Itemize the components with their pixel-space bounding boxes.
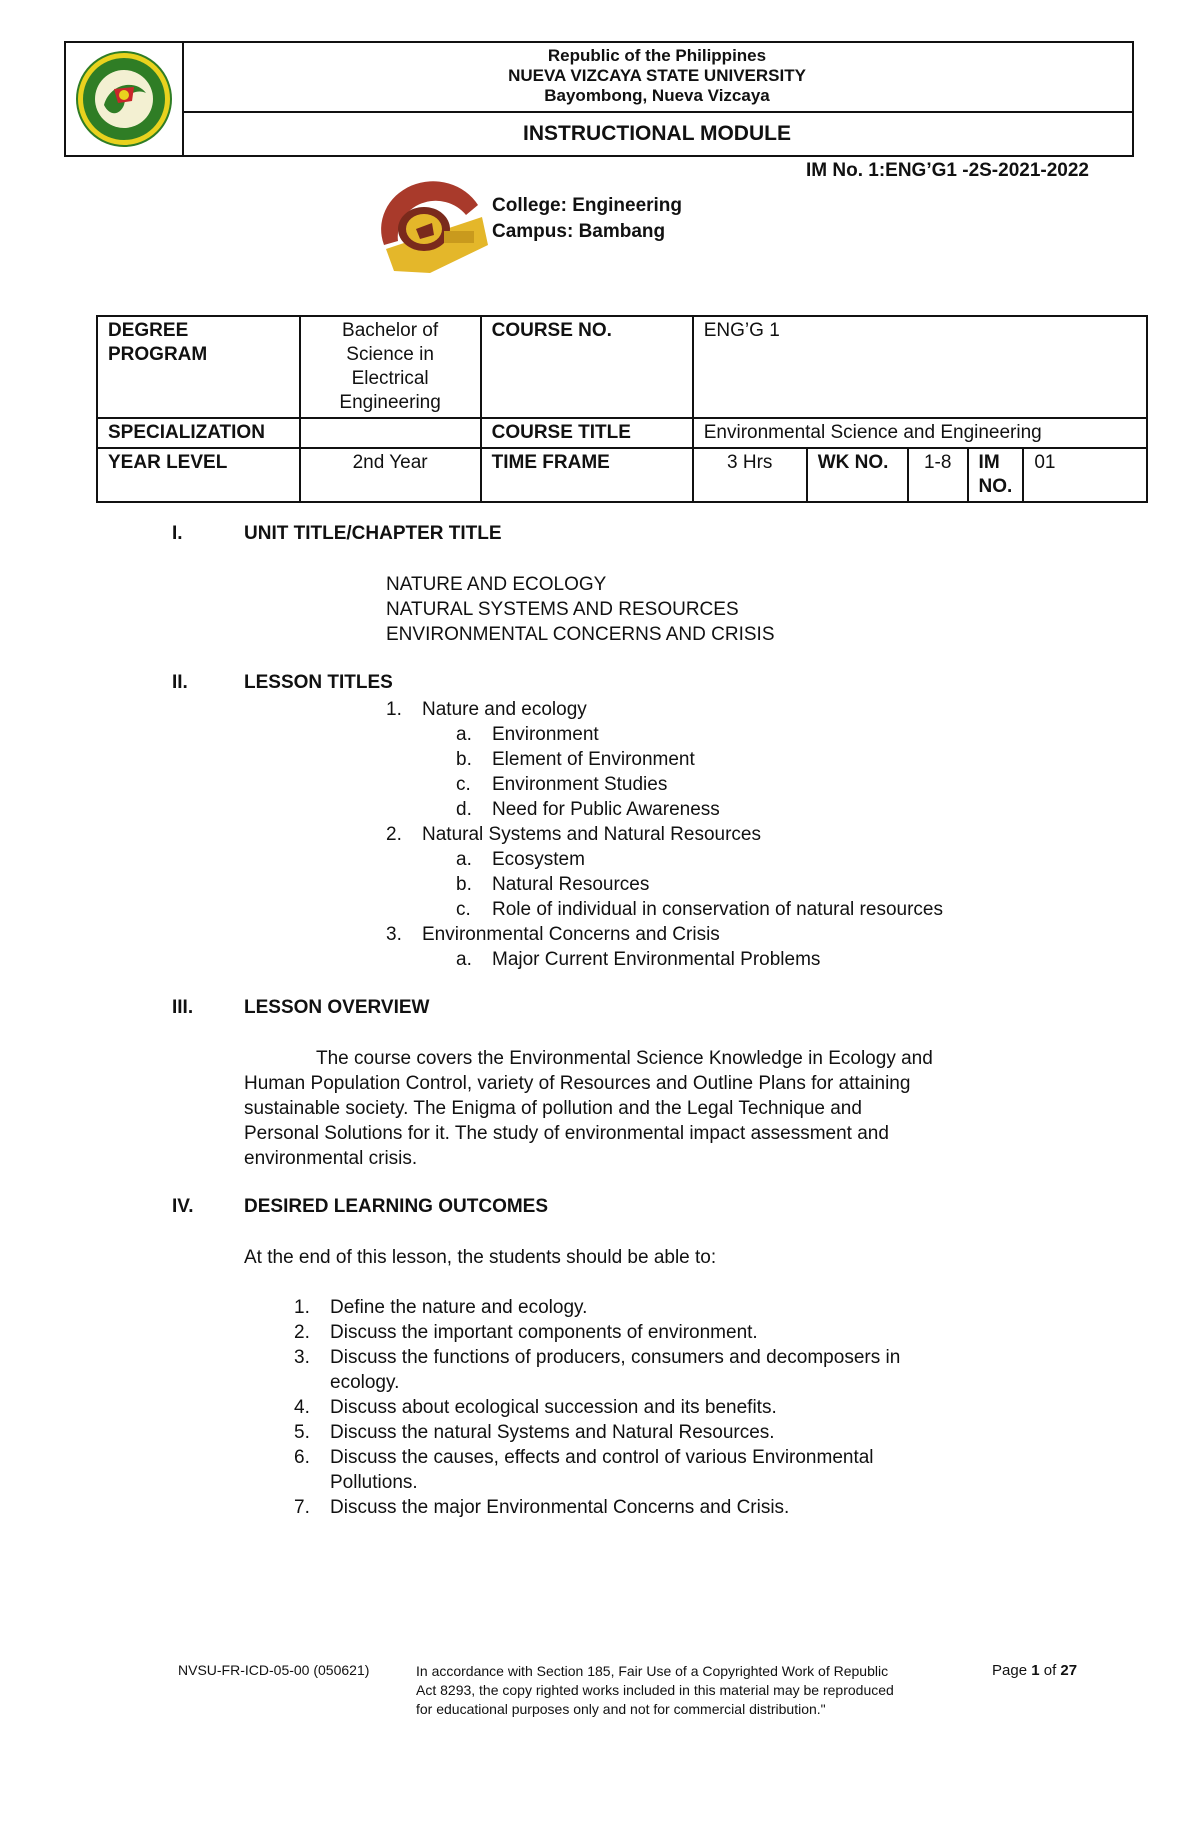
lesson-marker: a. [456,849,472,870]
outcome-text: Discuss about ecological succession and its benefits. [330,1397,777,1418]
course-no-label: COURSE NO. [481,316,693,418]
lesson-marker: 1. [386,699,402,720]
table-row [97,316,1147,418]
unit-title-line: NATURAL SYSTEMS AND RESOURCES [386,599,739,620]
degree-program-label: DEGREE PROGRAM [97,316,300,418]
outcome-marker: 3. [294,1347,310,1368]
overview-line: environmental crisis. [244,1148,418,1169]
im-no-value: 01 [1023,448,1147,502]
header-line-university: NUEVA VIZCAYA STATE UNIVERSITY [508,66,806,85]
outcome-text: Discuss the functions of producers, consumers and decomposers in [330,1347,901,1368]
overview-line: sustainable society. The Enigma of pollution and the Legal Technique and [244,1098,862,1119]
lesson-marker: c. [456,899,471,920]
lesson-title: Nature and ecology [422,699,587,720]
outcome-text: Discuss the natural Systems and Natural Resources. [330,1422,775,1443]
header-box [64,41,1134,157]
table-row [97,418,1147,448]
outcome-marker: 1. [294,1297,310,1318]
section-1-title: UNIT TITLE/CHAPTER TITLE [244,523,502,544]
page-number [992,1662,1077,1679]
page-current: 1 [1031,1662,1040,1679]
header-logo-cell [66,43,184,155]
section-3-number: III. [172,997,194,1018]
lesson-title: Environmental Concerns and Crisis [422,924,720,945]
outcome-marker: 4. [294,1397,310,1418]
outcome-marker: 6. [294,1447,310,1468]
section-2-number: II. [172,672,188,693]
degree-program-value: Bachelor of Science in Electrical Engineering [300,316,481,418]
campus-name: Campus: Bambang [492,221,666,242]
overview-line: Personal Solutions for it. The study of environmental impact assessment and [244,1123,889,1144]
form-code: NVSU-FR-ICD-05-00 (050621) [178,1662,370,1678]
lesson-marker: d. [456,799,472,820]
table-row [97,448,1147,502]
header-line-address: Bayombong, Nueva Vizcaya [544,86,770,105]
lesson-subtopic: Major Current Environmental Problems [492,949,821,970]
specialization-value [300,418,481,448]
lesson-subtopic: Environment [492,724,599,745]
copyright-note-line: In accordance with Section 185, Fair Use of a Copyrighted Work of Republic [416,1663,889,1679]
lesson-subtopic: Ecosystem [492,849,585,870]
lesson-marker: 3. [386,924,402,945]
lesson-marker: b. [456,749,472,770]
lesson-subtopic: Role of individual in conservation of natural resources [492,899,943,920]
lesson-title: Natural Systems and Natural Resources [422,824,761,845]
college-campus-block [492,193,682,245]
section-1-number: I. [172,523,183,544]
specialization-label: SPECIALIZATION [97,418,300,448]
header-line-republic: Republic of the Philippines [547,46,767,65]
section-4-title: DESIRED LEARNING OUTCOMES [244,1196,549,1217]
college-name: College: Engineering [492,195,683,216]
lesson-marker: a. [456,724,472,745]
copyright-note-line: Act 8293, the copy righted works included in this material may be reproduced [416,1682,894,1698]
outcome-text: Define the nature and ecology. [330,1297,588,1318]
overview-line: The course covers the Environmental Science Knowledge in Ecology and [316,1048,933,1069]
copyright-note [416,1662,956,1719]
time-frame-value: 3 Hrs [693,448,807,502]
outcome-marker: 7. [294,1497,310,1518]
lesson-marker: a. [456,949,472,970]
outcomes-intro: At the end of this lesson, the students should be able to: [244,1247,717,1268]
unit-title-line: NATURE AND ECOLOGY [386,574,607,595]
lesson-subtopic: Element of Environment [492,749,695,770]
course-title-label: COURSE TITLE [481,418,693,448]
im-no-label: IM NO. [968,448,1024,502]
wk-no-value: 1-8 [908,448,968,502]
outcome-text: Discuss the important components of environment. [330,1322,758,1343]
time-frame-label: TIME FRAME [481,448,693,502]
lesson-subtopic: Environment Studies [492,774,668,795]
lesson-marker: b. [456,874,472,895]
course-info-table [96,315,1148,503]
outcome-text: ecology. [330,1372,400,1393]
outcome-text: Discuss the major Environmental Concerns and Crisis. [330,1497,790,1518]
course-title-value: Environmental Science and Engineering [693,418,1147,448]
section-3-title: LESSON OVERVIEW [244,997,430,1018]
section-2-title: LESSON TITLES [244,672,393,693]
lesson-marker: c. [456,774,471,795]
im-number: IM No. 1:ENG’G1 -2S-2021-2022 [806,160,1089,181]
lesson-subtopic: Natural Resources [492,874,650,895]
course-no-value: ENG’G 1 [693,316,1147,418]
outcome-text: Discuss the causes, effects and control of various Environmental [330,1447,874,1468]
overview-line: Human Population Control, variety of Resources and Outline Plans for attaining [244,1073,911,1094]
section-4-number: IV. [172,1196,194,1217]
lesson-subtopic: Need for Public Awareness [492,799,720,820]
header-institution [182,43,1132,113]
year-level-label: YEAR LEVEL [97,448,300,502]
outcome-text: Pollutions. [330,1472,418,1493]
page-label: Page [992,1662,1028,1679]
unit-title-line: ENVIRONMENTAL CONCERNS AND CRISIS [386,624,775,645]
wk-no-label: WK NO. [807,448,908,502]
college-engineering-logo-icon [370,175,500,287]
outcome-marker: 2. [294,1322,310,1343]
copyright-note-line: for educational purposes only and not for commercial distribution." [416,1701,826,1717]
lesson-marker: 2. [386,824,402,845]
page-total: 27 [1060,1662,1078,1679]
outcome-marker: 5. [294,1422,310,1443]
page-of: of [1043,1662,1057,1679]
university-seal-icon [66,43,182,155]
module-title: INSTRUCTIONAL MODULE [523,122,791,145]
year-level-value: 2nd Year [300,448,481,502]
